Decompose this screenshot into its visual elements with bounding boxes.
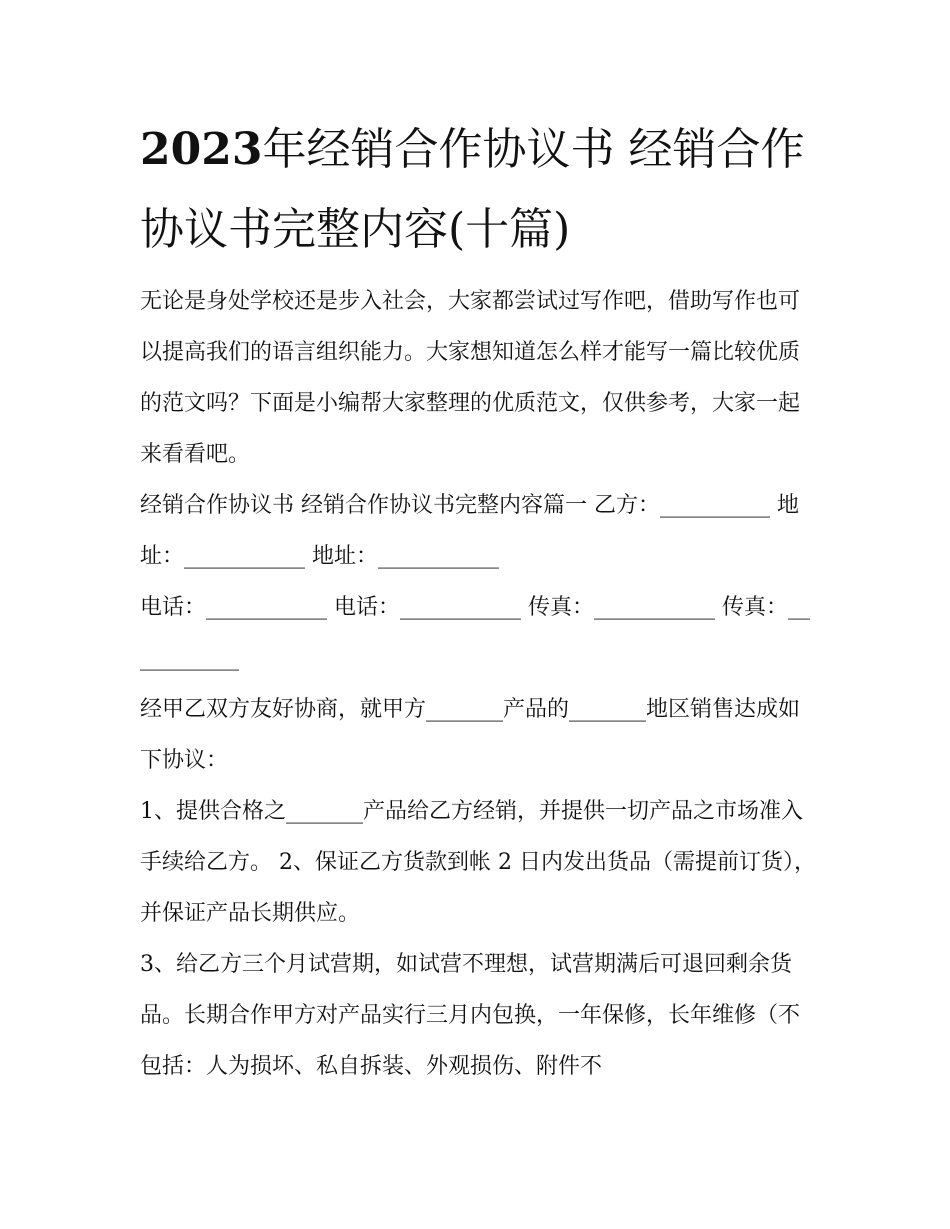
party-address-paragraph: 经销合作协议书 经销合作协议书完整内容篇一 乙方：__________ 地址：___________ 地址：___________ (140, 493, 799, 569)
contact-paragraph: 电话：___________ 电话：___________ 传真：___________ 传真：___________ (140, 595, 810, 671)
document-page (140, 110, 820, 1092)
clause-3-paragraph: 3、给乙方三个月试营期，如试营不理想，试营期满后可退回剩余货品。长期合作甲方对产品实行三月内包换，一年保修，长年维修（不包括：人为损坏、私自拆装、外观损伤、附件不 (140, 952, 801, 1079)
document-body (140, 276, 820, 1092)
agreement-intro-paragraph: 经甲乙双方友好协商，就甲方_______产品的_______地区销售达成如下协议： (140, 697, 801, 773)
intro-paragraph: 无论是身处学校还是步入社会，大家都尝试过写作吧，借助写作也可以提高我们的语言组织能力。大家想知道怎么样才能写一篇比较优质的范文吗？下面是小编帮大家整理的优质范文，仅供参考，大家一起来看看吧。 (140, 289, 801, 467)
document-title (140, 110, 820, 270)
clause-1-2-paragraph: 1、提供合格之_______产品给乙方经销，并提供一切产品之市场准入手续给乙方。 2、保证乙方货款到帐 2 日内发出货品（需提前订货），并保证产品长期供应。 (140, 799, 816, 926)
title-year: 2023 (140, 124, 263, 175)
title-text: 年经销合作协议书 经销合作协议书完整内容(十篇) (140, 124, 805, 255)
